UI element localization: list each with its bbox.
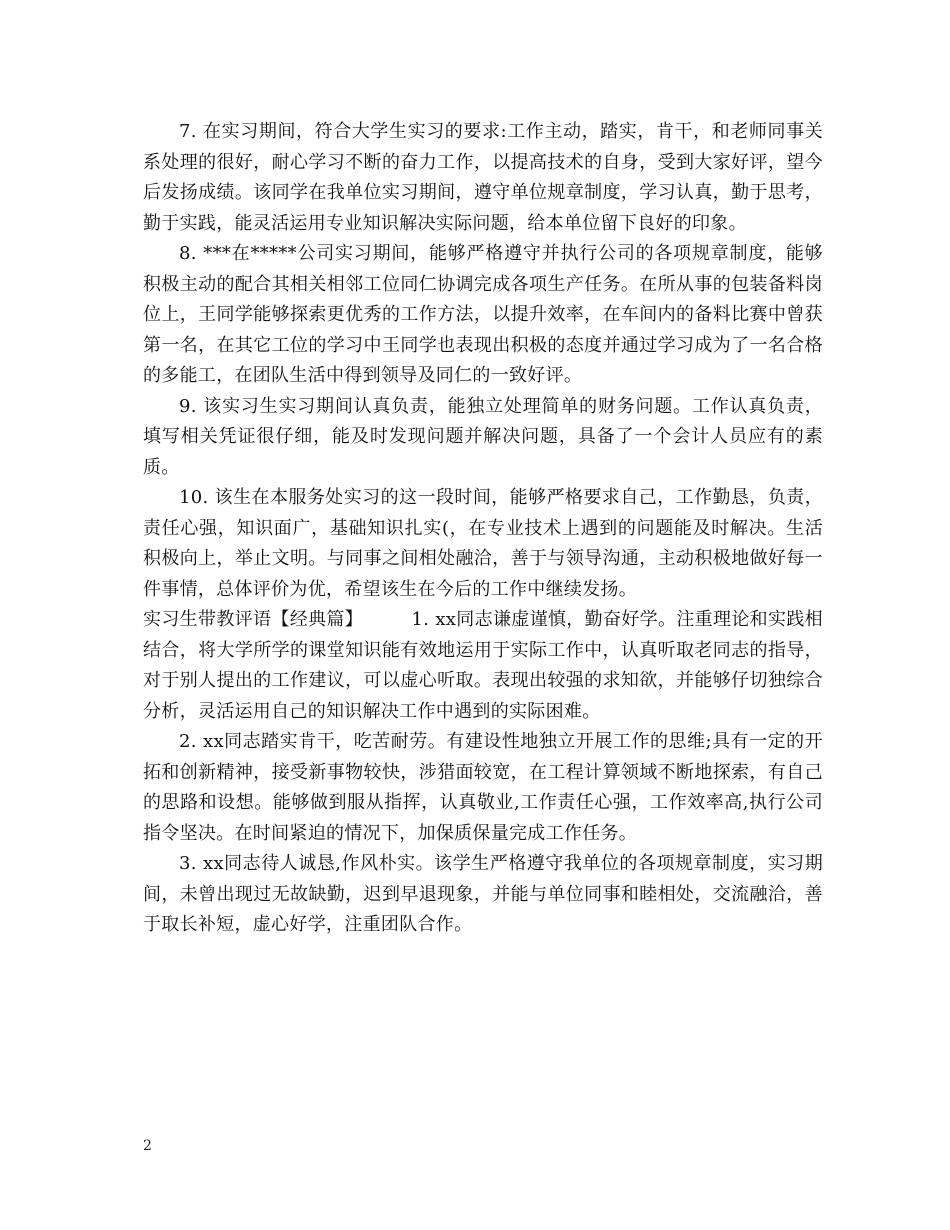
paragraph-item-10: 10. 该生在本服务处实习的这一段时间，能够严格要求自己，工作勤恳，负责，责任心强，知识面广，基础知识扎实(，在专业技术上遇到的问题能及时解决。生活积极向上，举止文明。与同事之间相处融洽，善于与领导沟通，主动积极地做好每一件事情，总体评价为优，希望该生在今后的工作中继续发扬。 xyxy=(143,487,823,600)
page-number: 2 xyxy=(143,1138,152,1154)
paragraph-item-9: 9. 该实习生实习期间认真负责，能独立处理简单的财务问题。工作认真负责，填写相关凭证很仔细，能及时发现问题并解决问题，具备了一个会计人员应有的素质。 xyxy=(143,395,823,478)
document-body xyxy=(143,117,823,941)
section-item-2: 2. xx同志踏实肯干，吃苦耐劳。有建设性地独立开展工作的思维;具有一定的开拓和创新精神，接受新事物较快，涉猎面较宽，在工程计算领域不断地探索，有自己的思路和设想。能够做到服从指挥，认真敬业,工作责任心强，工作效率高,执行公司指令坚决。在时间紧迫的情况下，加保质保量完成工作任务。 xyxy=(143,731,823,844)
heading-gap xyxy=(363,609,411,630)
section-item-3: 3. xx同志待人诚恳,作风朴实。该学生严格遵守我单位的各项规章制度，实习期间，未曾出现过无故缺勤，迟到早退现象，并能与单位同事和睦相处，交流融洽，善于取长补短，虚心好学，注重团队合作。 xyxy=(143,853,823,935)
paragraph-item-7: 7. 在实习期间，符合大学生实习的要求:工作主动，踏实，肯干，和老师同事关系处理的很好，耐心学习不断的奋力工作，以提高技术的自身，受到大家好评，望今后发扬成绩。该同学在我单位实习期间，遵守单位规章制度，学习认真，勤于思考，勤于实践，能灵活运用专业知识解决实际问题，给本单位留下良好的印象。 xyxy=(143,121,823,234)
paragraph-item-8: 8. ***在*****公司实习期间，能够严格遵守并执行公司的各项规章制度，能够积极主动的配合其相关相邻工位同仁协调完成各项生产任务。在所从事的包装备料岗位上，王同学能够探索更优秀的工作方法，以提升效率，在车间内的备料比赛中曾获第一名，在其它工位的学习中王同学也表现出积极的态度并通过学习成为了一名合格的多能工，在团队生活中得到领导及同仁的一致好评。 xyxy=(143,243,823,386)
section-item-1: 1. xx同志谦虚谨慎，勤奋好学。注重理论和实践相结合，将大学所学的课堂知识能有效地运用于实际工作中，认真听取老同志的指导，对于别人提出的工作建议，可以虚心听取。表现出较强的求知欲，并能够仔切独综合分析，灵活运用自己的知识解决工作中遇到的实际困难。 xyxy=(143,609,823,722)
section-heading: 实习生带教评语【经典篇】 xyxy=(143,609,364,630)
section-intro-paragraph xyxy=(143,605,823,727)
